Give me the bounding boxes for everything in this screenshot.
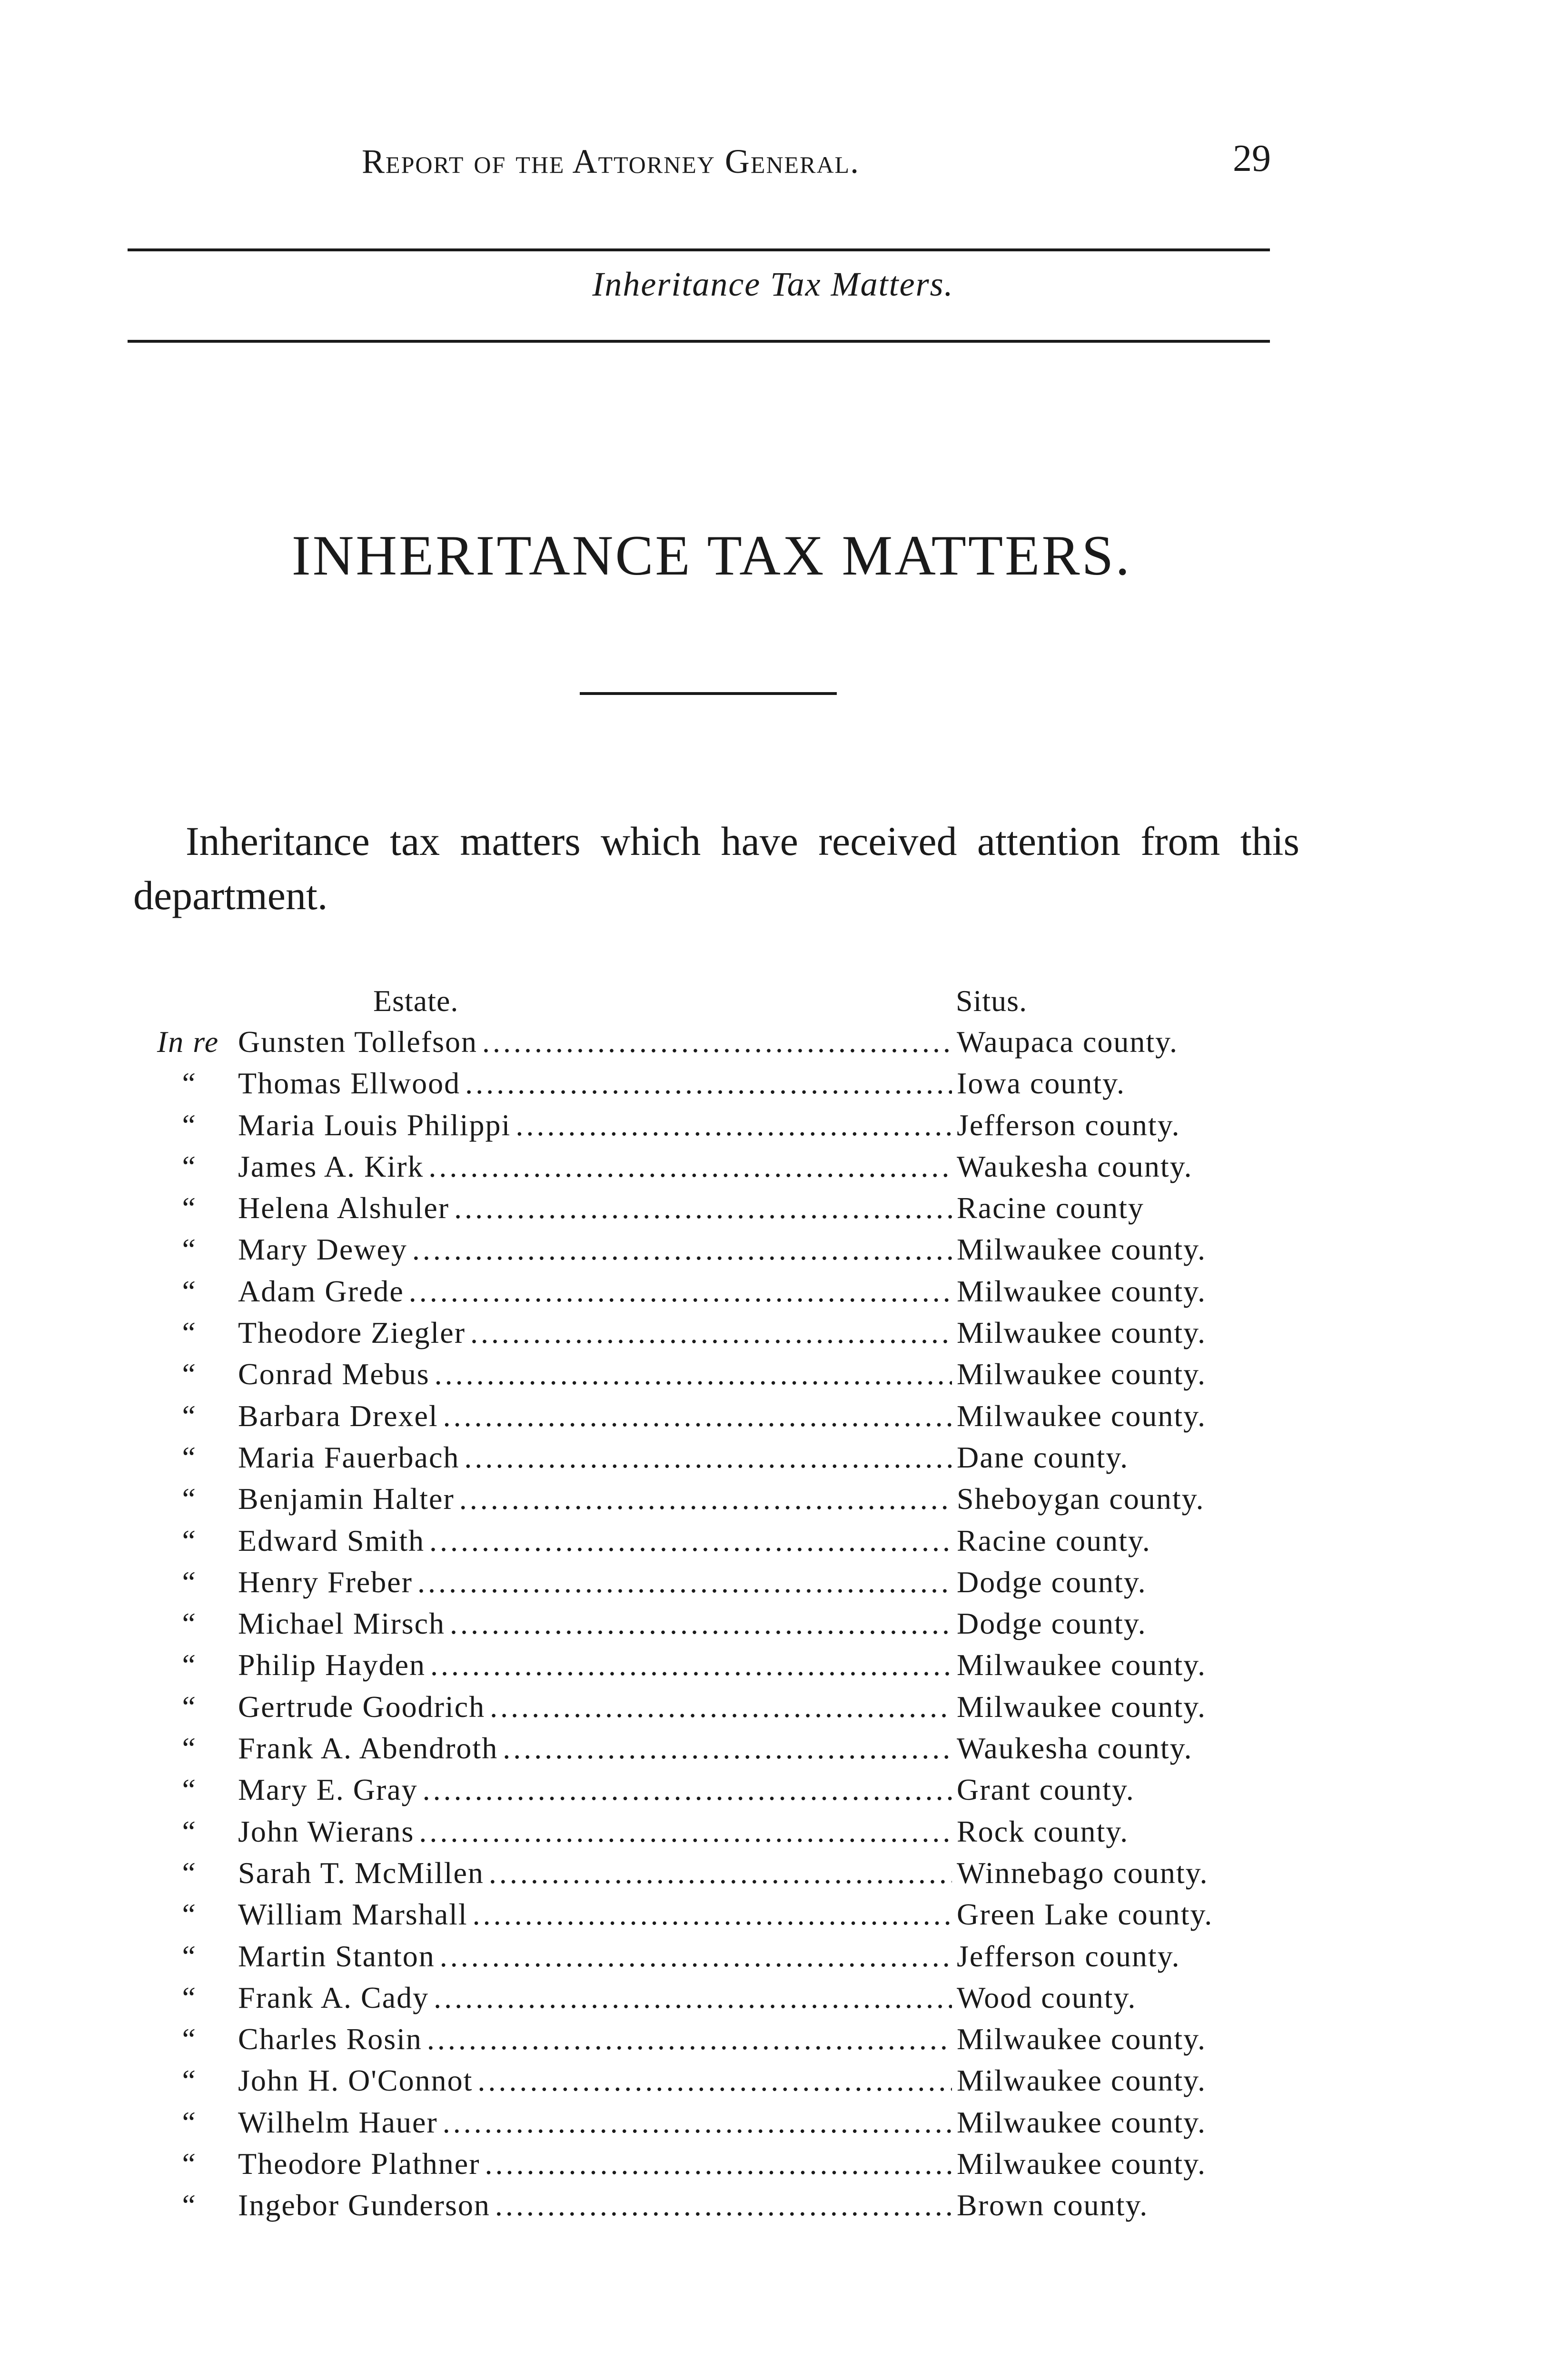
row-prefix: “ [179,1939,197,1973]
dot-leader [473,1897,952,1932]
table-row [138,1980,1290,2022]
dot-leader [454,1190,952,1226]
intro-paragraph: Inheritance tax matters which have received attention from this department. [133,818,1299,918]
table-row [138,1024,1290,1066]
row-prefix: “ [179,1108,197,1142]
situs-value: Wood county. [957,1980,1137,2014]
row-prefix: “ [179,1274,197,1308]
header-rule-top [128,248,1270,251]
situs-value: Waupaca county. [957,1025,1178,1059]
dot-leader [412,1232,952,1267]
table-row [138,2146,1290,2188]
situs-value: Dane county. [957,1440,1129,1474]
estate-name: Edward Smith [238,1523,425,1557]
situs-value: Milwaukee county. [957,2105,1206,2139]
row-prefix: “ [179,1191,197,1225]
dot-leader [417,1565,952,1600]
estate-name: Ingebor Gunderson [238,2188,490,2222]
table-row [138,1565,1290,1606]
table-row [138,1731,1290,1772]
dot-leader [443,2105,952,2140]
estate-name: Adam Grede [238,1274,404,1308]
table-row [138,1108,1290,1149]
estate-name: James A. Kirk [238,1149,424,1183]
table-row [138,1647,1290,1689]
situs-value: Iowa county. [957,1066,1125,1101]
table-row [138,1357,1290,1398]
estate-name: Maria Fauerbach [238,1440,460,1474]
estate-name: Charles Rosin [238,2022,422,2056]
table-row [138,1274,1290,1315]
row-prefix: “ [179,1149,197,1183]
estate-name: Frank A. Abendroth [238,1731,498,1765]
column-header-situs: Situs. [956,984,1028,1018]
estate-name: Barbara Drexel [238,1398,438,1433]
table-row [138,1190,1290,1232]
estate-name: Thomas Ellwood [238,1066,461,1101]
situs-value: Winnebago county. [957,1855,1209,1890]
dot-leader [495,2188,952,2223]
dot-leader [515,1108,952,1143]
situs-value: Dodge county. [957,1606,1147,1641]
table-row [138,1398,1290,1440]
dot-leader [482,1024,952,1060]
situs-value: Waukesha county. [957,1731,1193,1765]
situs-value: Milwaukee county. [957,1398,1206,1433]
row-prefix: “ [179,2105,197,2139]
dot-leader [470,1315,952,1350]
row-prefix: “ [179,1398,197,1433]
dot-leader [440,1939,952,1974]
table-row [138,1315,1290,1357]
table-row [138,1855,1290,1897]
dot-leader [485,2146,952,2182]
dot-leader [423,1772,952,1807]
estate-name: Frank A. Cady [238,1980,429,2014]
situs-value: Racine county. [957,1523,1151,1557]
situs-value: Milwaukee county. [957,1274,1206,1308]
dot-leader [477,2063,952,2098]
row-prefix: “ [179,1565,197,1599]
estate-name: Benjamin Halter [238,1482,455,1516]
estate-name: Wilhelm Hauer [238,2105,438,2139]
estate-name: Gunsten Tollefson [238,1025,477,1059]
dot-leader [427,2022,952,2057]
dot-leader [450,1606,952,1641]
table-row [138,1897,1290,1938]
row-prefix: “ [179,1773,197,1807]
row-prefix: “ [179,1689,197,1724]
table-row [138,1939,1290,1980]
table-row [138,1772,1290,1814]
row-prefix: “ [179,1855,197,1890]
situs-value: Dodge county. [957,1565,1147,1599]
dot-leader [428,1149,952,1184]
estate-name: Martin Stanton [238,1939,435,1973]
situs-value: Milwaukee county. [957,2022,1206,2056]
row-prefix: “ [179,1316,197,1350]
estate-name: John Wierans [238,1814,415,1848]
header-rule-bottom [128,340,1270,343]
dot-leader [465,1066,952,1101]
row-prefix: “ [179,2147,197,2181]
dot-leader [443,1398,952,1434]
dot-leader [409,1274,952,1309]
situs-value: Brown county. [957,2188,1149,2222]
estate-name: John H. O'Connot [238,2063,473,2098]
dot-leader [490,1689,952,1725]
situs-value: Green Lake county. [957,1897,1213,1932]
row-prefix: “ [179,1232,197,1267]
row-prefix: “ [179,2188,197,2222]
table-row [138,2063,1290,2104]
row-prefix: “ [179,1980,197,2014]
dot-leader [489,1855,952,1891]
table-row [138,1481,1290,1523]
page-number: 29 [1233,138,1271,179]
row-prefix: “ [179,1731,197,1765]
estate-name: Gertrude Goodrich [238,1689,486,1724]
dot-leader [435,1357,952,1392]
table-row [138,1440,1290,1481]
situs-value: Milwaukee county. [957,1648,1206,1682]
dot-leader [434,1980,952,2015]
row-prefix: “ [179,1440,197,1474]
table-row [138,1606,1290,1647]
table-row [138,1232,1290,1273]
estate-name: Philip Hayden [238,1648,426,1682]
estate-name: Helena Alshuler [238,1191,450,1225]
row-prefix: “ [179,1814,197,1848]
estate-name: Michael Mirsch [238,1606,445,1641]
row-prefix: “ [179,1482,197,1516]
estate-name: Theodore Ziegler [238,1316,466,1350]
table-row [138,1066,1290,1107]
table-row [138,1523,1290,1565]
dot-leader [464,1440,952,1475]
row-prefix: “ [179,1066,197,1101]
estate-name: Mary Dewey [238,1232,407,1267]
row-prefix: “ [179,2022,197,2056]
row-prefix: “ [179,1606,197,1641]
row-prefix: “ [179,1897,197,1932]
estate-name: Mary E. Gray [238,1773,418,1807]
dot-leader [419,1814,952,1849]
estate-name: Henry Freber [238,1565,413,1599]
section-subtitle: Inheritance Tax Matters. [592,265,954,303]
estate-name: Maria Louis Philippi [238,1108,511,1142]
estate-table [138,1024,1290,2230]
table-row [138,2022,1290,2063]
row-prefix: “ [179,2063,197,2098]
situs-value: Milwaukee county. [957,1232,1206,1267]
row-prefix: In re [157,1025,219,1059]
column-header-estate: Estate. [373,984,459,1018]
table-row [138,1689,1290,1731]
situs-value: Milwaukee county. [957,2063,1206,2098]
situs-value: Milwaukee county. [957,1316,1206,1350]
situs-value: Waukesha county. [957,1149,1193,1183]
situs-value: Rock county. [957,1814,1129,1848]
table-row [138,1149,1290,1190]
estate-name: Sarah T. McMillen [238,1855,484,1890]
title-divider [580,692,837,695]
page-title: INHERITANCE TAX MATTERS. [291,524,1132,587]
row-prefix: “ [179,1523,197,1557]
dot-leader [503,1731,952,1766]
dot-leader [430,1647,952,1683]
row-prefix: “ [179,1357,197,1391]
table-row [138,2105,1290,2146]
estate-name: William Marshall [238,1897,468,1932]
situs-value: Milwaukee county. [957,1357,1206,1391]
estate-name: Theodore Plathner [238,2147,480,2181]
dot-leader [459,1481,952,1517]
dot-leader [429,1523,952,1558]
row-prefix: “ [179,1648,197,1682]
estate-name: Conrad Mebus [238,1357,430,1391]
table-row [138,2188,1290,2229]
table-row [138,1814,1290,1855]
situs-value: Jefferson county. [957,1108,1180,1142]
running-head: Report of the Attorney General. [362,142,860,180]
situs-value: Racine county [957,1191,1144,1225]
situs-value: Milwaukee county. [957,2147,1206,2181]
situs-value: Grant county. [957,1773,1135,1807]
situs-value: Jefferson county. [957,1939,1180,1973]
situs-value: Milwaukee county. [957,1689,1206,1724]
situs-value: Sheboygan county. [957,1482,1205,1516]
